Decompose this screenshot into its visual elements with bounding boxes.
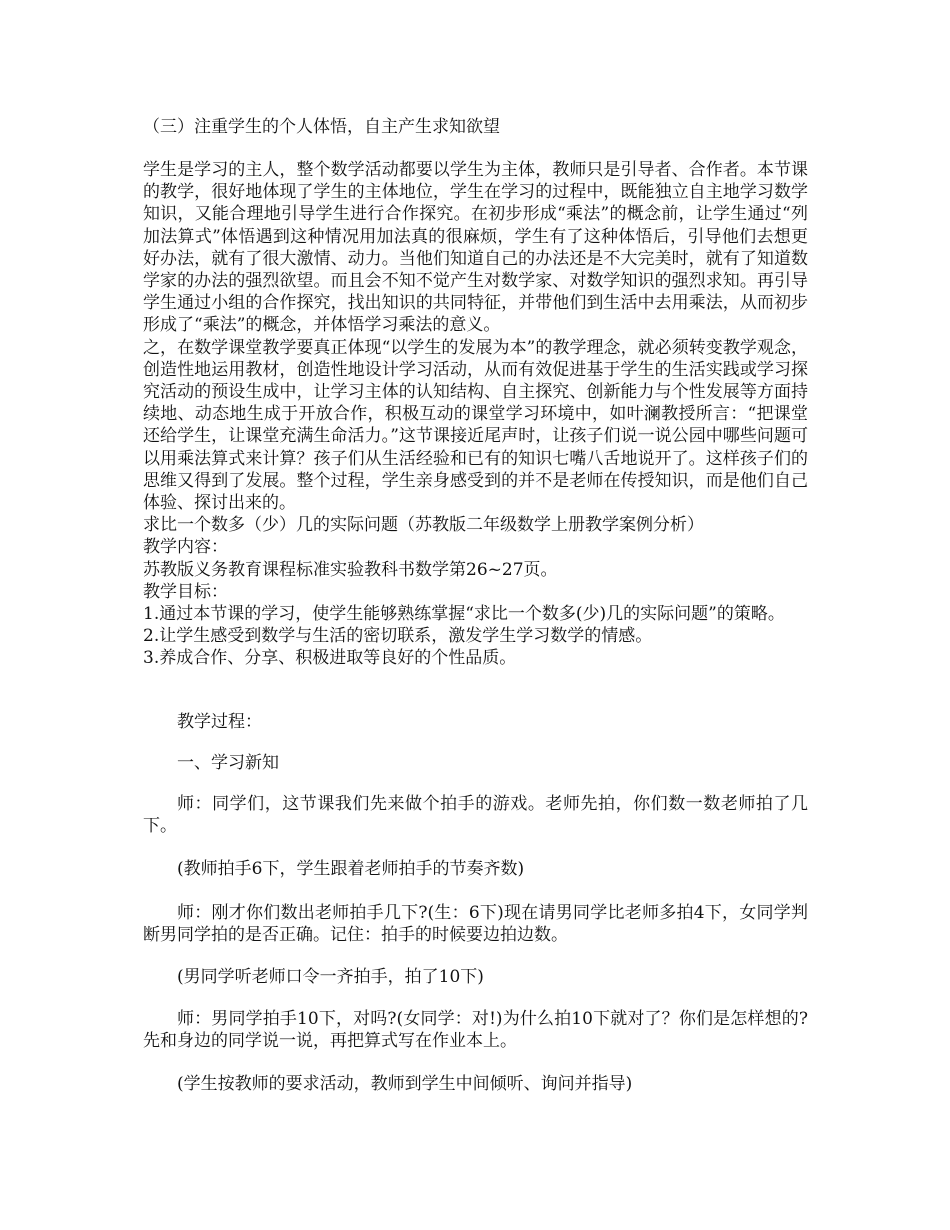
case-title: 求比一个数多（少）几的实际问题（苏教版二年级数学上册教学案例分析） — [143, 515, 704, 536]
teacher-line-2: 师：刚才你们数出老师拍手几下?(生：6下)现在请男同学比老师多拍4下，女同学判断男同学拍的是否正确。记住：拍手的时候要边拍边数。 — [143, 903, 808, 946]
dialogue-block-2 — [143, 902, 808, 947]
teaching-content-text: 苏教版义务教育课程标准实验教科书数学第26~27页。 — [143, 559, 558, 580]
stage-direction-2: (男同学听老师口令一齐拍手，拍了10下) — [177, 967, 484, 987]
section-one-block — [143, 752, 808, 774]
paragraph-summary: 之，在数学课堂教学要真正体现“以学生的发展为本”的教学理念，就必须转变教学观念，创造性地运用教材，创造性地设计学习活动，从而有效促进基于学生的生活实践或学习探究活动的预设生成中，让学习主体的认知结构、自主探究、创新能力与个性发展等方面持续地、动态地生成于开放合作，积极互动的课堂学习环境中，如叶澜教授所言：“把课堂还给学生，让课堂充满生命活力。”这节课接近尾声时，让孩子们说一说公园中哪些问题可以用乘法算式来计算？孩子们从生活经验和已有的知识七嘴八舌地说开了。这样孩子们的思维又得到了发展。整个过程，学生亲身感受到的并不是老师在传授知识，而是他们自己体验、探讨出来的。 — [143, 337, 808, 514]
stage-direction-block-1 — [143, 858, 808, 880]
stage-direction-1: (教师拍手6下，学生跟着老师拍手的节奏齐数) — [177, 859, 525, 879]
goal-item-2: 2.让学生感受到数学与生活的密切联系，激发学生学习数学的情感。 — [143, 626, 653, 647]
dialogue-block-1 — [143, 793, 808, 838]
section-heading: （三）注重学生的个人体悟，自主产生求知欲望 — [143, 117, 500, 137]
body-text-block — [143, 159, 808, 670]
teacher-line-1: 师：同学们，这节课我们先来做个拍手的游戏。老师先拍，你们数一数老师拍了几下。 — [143, 794, 808, 837]
dialogue-block-3 — [143, 1008, 808, 1053]
teaching-goals-label: 教学目标： — [143, 581, 228, 602]
teaching-content-label: 教学内容： — [143, 537, 228, 558]
section-one-title: 一、学习新知 — [177, 753, 279, 773]
paragraph-student-subject: 学生是学习的主人，整个数学活动都要以学生为主体，教师只是引导者、合作者。本节课的教学，很好地体现了学生的主体地位，学生在学习的过程中，既能独立自主地学习数学知识，又能合理地引导学生进行合作探究。在初步形成“乘法”的概念前，让学生通过“列加法算式”体悟遇到这种情况用加法真的很麻烦，学生有了这种体悟后，引导他们去想更好办法，就有了很大激情、动力。当他们知道自己的办法还是不大完美时，就有了知道数学家的办法的强烈欲望。而且会不知不觉产生对数学家、对数学知识的强烈求知。再引导学生通过小组的合作探究，找出知识的共同特征，并带他们到生活中去用乘法，从而初步形成了“乘法”的概念，并体悟学习乘法的意义。 — [143, 160, 808, 336]
teaching-process-label: 教学过程： — [177, 712, 262, 732]
teacher-line-3: 师：男同学拍手10下，对吗?(女同学：对!)为什么拍10下就对了？你们是怎样想的?先和身边的同学说一说，再把算式写在作业本上。 — [143, 1009, 808, 1052]
goal-item-1: 1.通过本节课的学习，使学生能够熟练掌握“求比一个数多(少)几的实际问题”的策略。 — [143, 604, 785, 625]
process-heading-block — [143, 711, 808, 733]
stage-direction-block-2 — [143, 966, 808, 988]
stage-direction-3: (学生按教师的要求活动，教师到学生中间倾听、询问并指导) — [177, 1074, 633, 1094]
stage-direction-block-3 — [143, 1073, 808, 1095]
goal-item-3: 3.养成合作、分享、积极进取等良好的个性品质。 — [143, 648, 517, 669]
